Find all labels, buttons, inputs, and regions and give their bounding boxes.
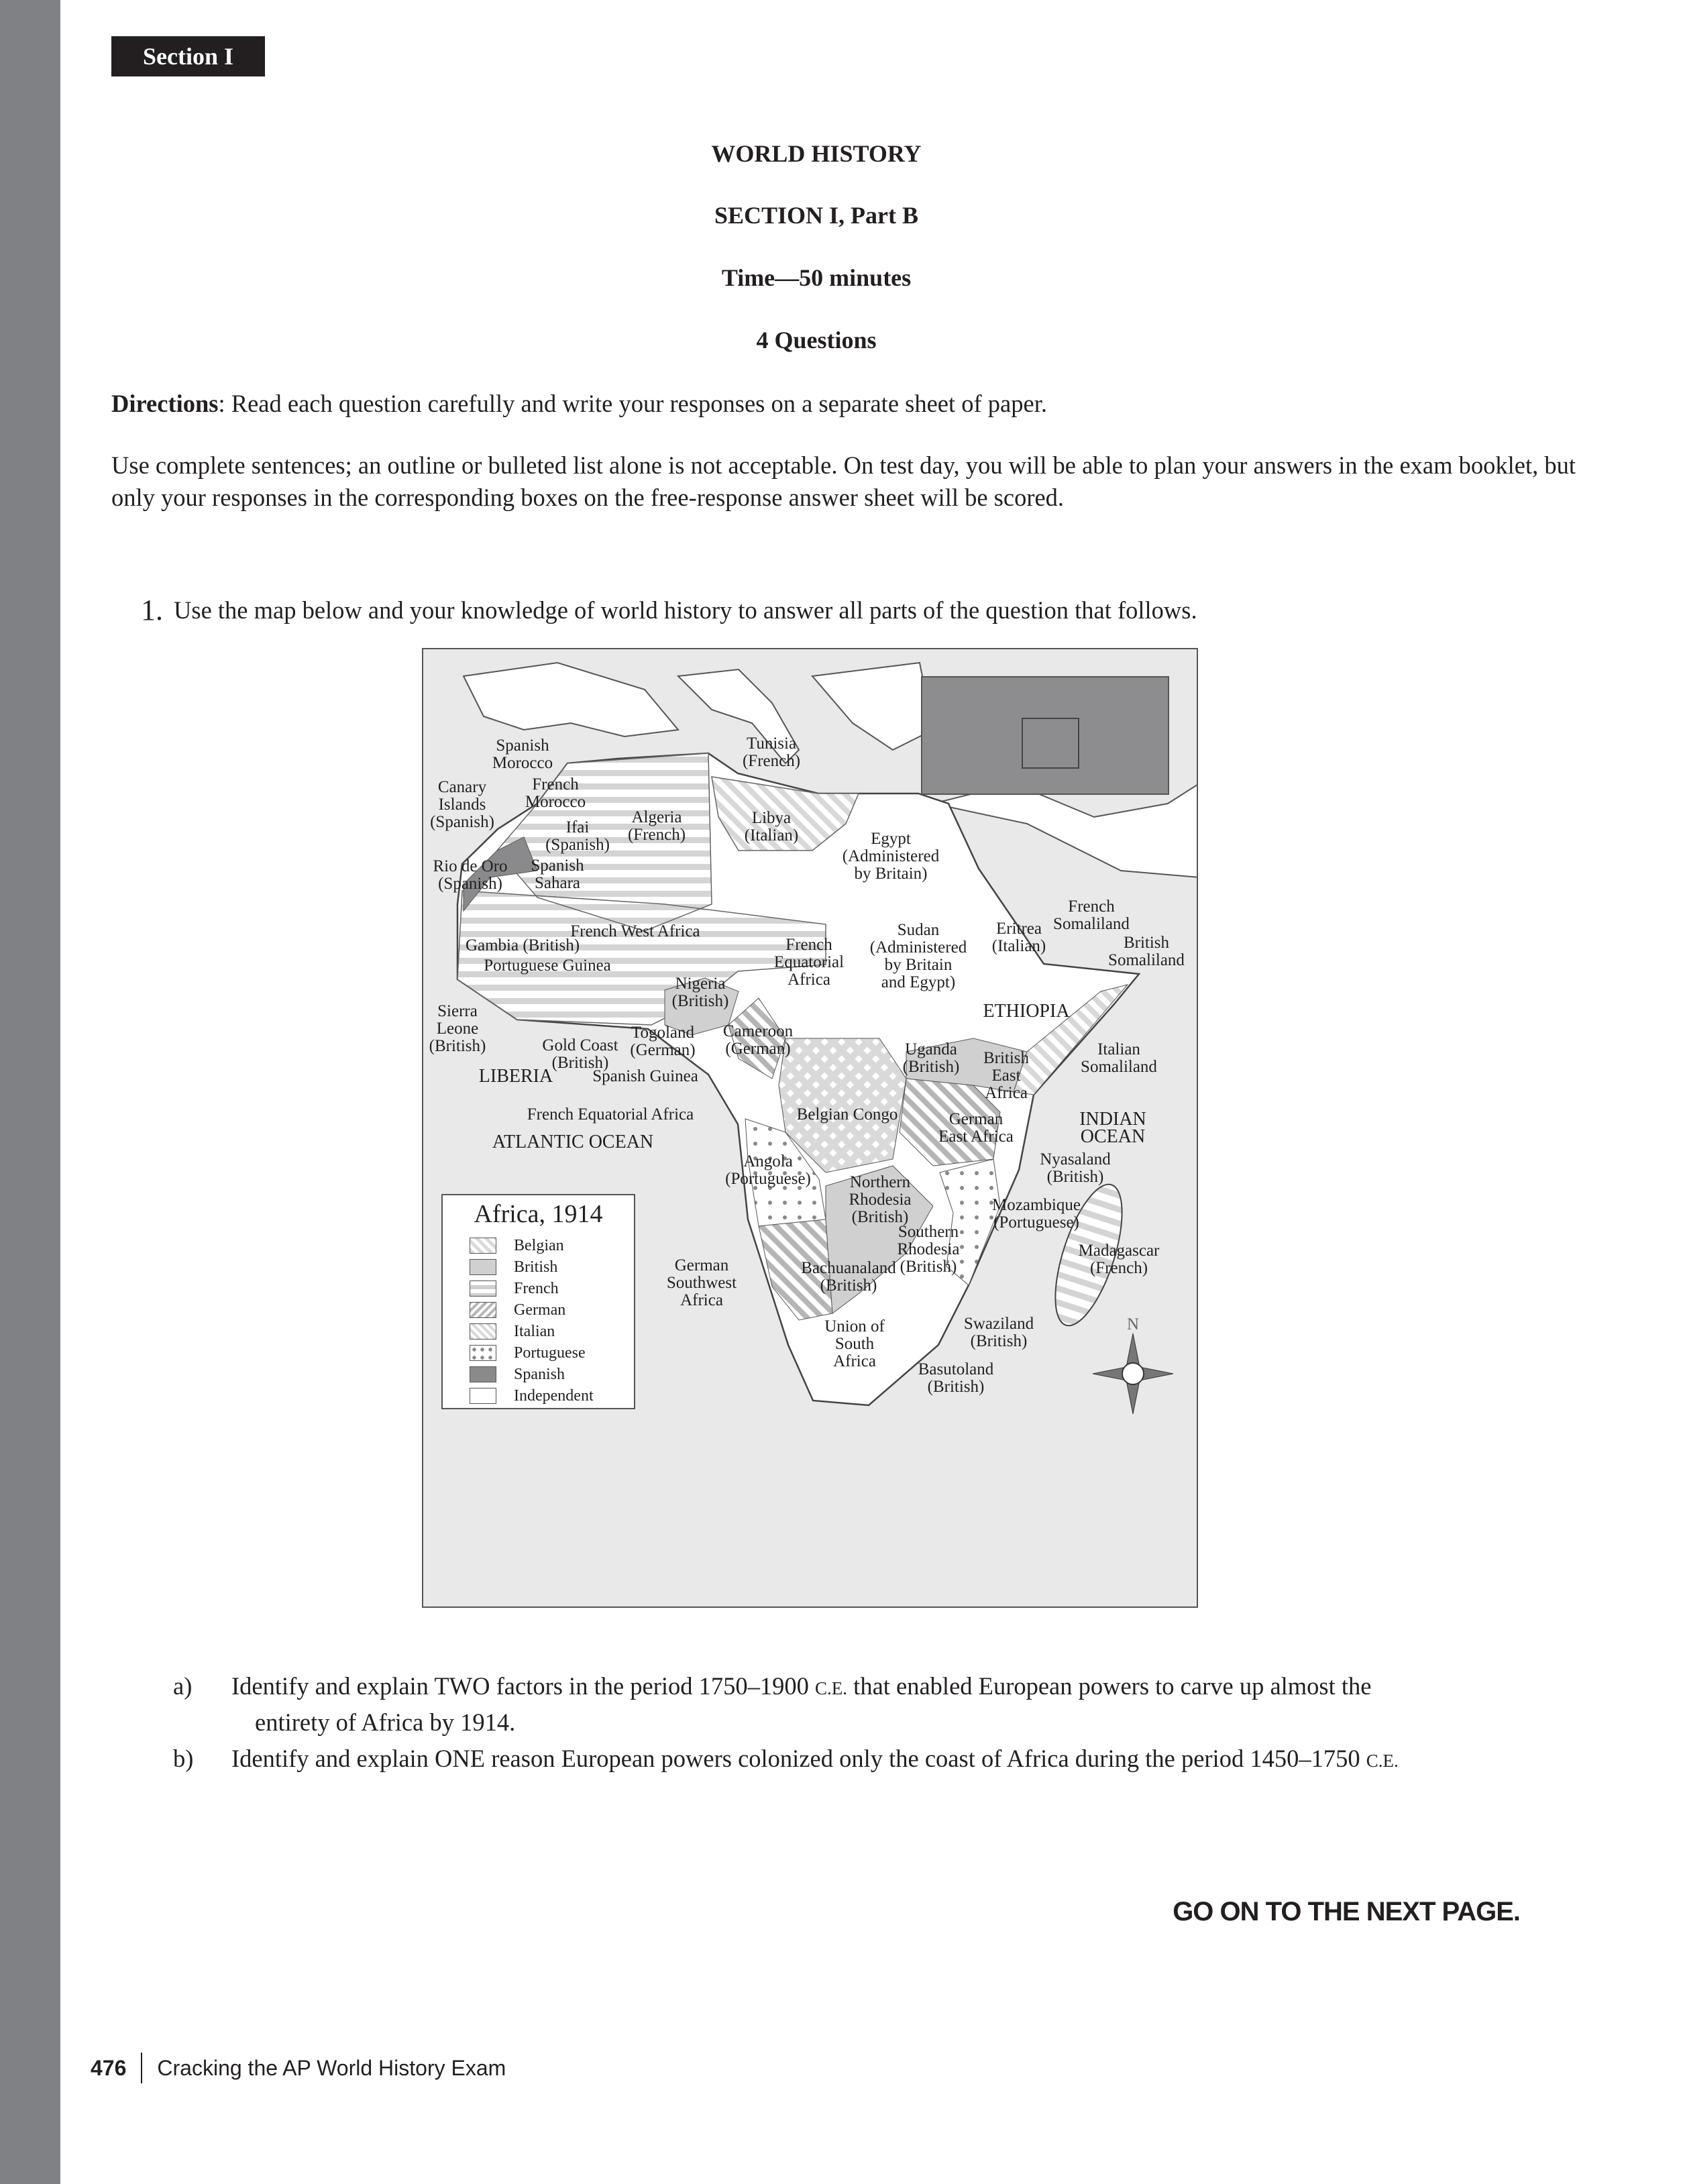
- map-label: Angola (Portuguese): [725, 1152, 811, 1188]
- map-label: British East Africa: [983, 1049, 1030, 1102]
- question-count: 4 Questions: [756, 327, 877, 353]
- compass-rose-icon: [1093, 1333, 1173, 1414]
- map-label: Canary Islands (Spanish): [430, 778, 494, 831]
- map-label: Ifai (Spanish): [545, 818, 610, 854]
- map-label: German Southwest Africa: [666, 1256, 737, 1309]
- map-label: Eritrea (Italian): [991, 920, 1046, 955]
- map-label: French West Africa: [570, 922, 700, 940]
- directions: [111, 388, 1607, 420]
- book-title: Cracking the AP World History Exam: [157, 2055, 506, 2080]
- legend-item-italian: Italian: [470, 1321, 555, 1342]
- directions-text: : Read each question carefully and write your responses on a separate sheet of paper.: [218, 390, 1047, 417]
- map-label: Bachuanaland (British): [801, 1259, 896, 1295]
- map-label: Northern Rhodesia (British): [849, 1173, 912, 1226]
- map-label: French Morocco: [525, 775, 586, 811]
- part-b-text: Identify and explain ONE reason European powers colonized only the coast of Africa during the period 1450–1750 C.E.: [231, 1745, 1399, 1772]
- map-label: Mozambique (Portuguese): [992, 1196, 1081, 1232]
- map-label: Gold Coast (British): [542, 1036, 618, 1072]
- map-label: Algeria (French): [627, 808, 686, 844]
- part-a-text: Identify and explain TWO factors in the period 1750–1900 C.E. that enabled European powers to carve up almost the: [231, 1672, 1372, 1700]
- map-label: Gambia (British): [465, 936, 580, 954]
- part-b-label: b): [173, 1745, 194, 1772]
- map-label: Spanish Sahara: [531, 857, 584, 892]
- map-label: Spanish Morocco: [492, 736, 553, 772]
- map-label: Southern Rhodesia (British): [897, 1223, 960, 1276]
- page-footer: [91, 2053, 506, 2083]
- map-label: Belgian Congo: [796, 1105, 898, 1124]
- map-label: Rio de Oro (Spanish): [433, 857, 508, 893]
- world-locator-inset: [921, 676, 1169, 795]
- legend-item-german: German: [470, 1300, 565, 1320]
- map-label: Swaziland (British): [963, 1315, 1034, 1350]
- map-label: Nyasaland (British): [1040, 1150, 1111, 1186]
- question-prompt: Use the map below and your knowledge of world history to answer all parts of the question that follows.: [174, 596, 1197, 624]
- map-label: German East Africa: [938, 1110, 1014, 1146]
- map-label: Sudan (Administered by Britain and Egypt): [869, 921, 967, 991]
- map-label: Tunisia (French): [742, 734, 801, 770]
- question-number: 1.: [141, 594, 163, 626]
- map-label: Madagascar (French): [1078, 1242, 1160, 1277]
- map-label: Sierra Leone (British): [429, 1002, 486, 1055]
- legend-item-independent: Independent: [470, 1386, 594, 1406]
- legend-item-spanish: Spanish: [470, 1364, 565, 1384]
- map-label: Uganda (British): [902, 1040, 960, 1076]
- part-a-label: a): [173, 1672, 193, 1700]
- section-title: SECTION I, Part B: [714, 202, 919, 229]
- legend-item-french: French: [470, 1278, 559, 1299]
- map-label: Portuguese Guinea: [484, 957, 611, 975]
- map-label: LIBERIA: [478, 1066, 553, 1087]
- map-label: Basutoland (British): [918, 1360, 994, 1396]
- map-label: Spanish Guinea: [592, 1067, 698, 1085]
- legend-item-british: British: [470, 1257, 557, 1277]
- page-number: 476: [91, 2055, 127, 2080]
- map-label: Togoland (German): [630, 1024, 696, 1059]
- compass-north-label: N: [1126, 1315, 1140, 1333]
- legend-item-portuguese: Portuguese: [470, 1343, 586, 1363]
- map-label: Italian Somaliland: [1081, 1040, 1157, 1076]
- map-label: British Somaliland: [1108, 934, 1185, 969]
- africa-1914-map: [422, 648, 1198, 1608]
- map-label: French Equatorial Africa: [773, 936, 845, 989]
- exam-title: WORLD HISTORY: [711, 140, 922, 167]
- map-label: Union of South Africa: [824, 1317, 885, 1370]
- locator-box: [1022, 718, 1079, 769]
- map-label: ETHIOPIA: [983, 1001, 1070, 1022]
- legend-item-belgian: Belgian: [470, 1236, 564, 1256]
- map-legend: [441, 1194, 635, 1409]
- map-label: ATLANTIC OCEAN: [492, 1132, 654, 1152]
- map-label: Cameroon (German): [722, 1022, 794, 1058]
- part-a-text-continued: entirety of Africa by 1914.: [255, 1708, 516, 1736]
- go-on-next-page: GO ON TO THE NEXT PAGE.: [1173, 1897, 1520, 1926]
- map-label: Libya (Italian): [744, 809, 799, 844]
- map-label: Egypt (Administered by Britain): [842, 830, 940, 883]
- footer-divider: [141, 2053, 142, 2083]
- directions-note: Use complete sentences; an outline or bulleted list alone is not acceptable. On test day, you will be able to plan your answers in the exam booklet, but only your responses in the corresponding boxes on the free-response answer sheet will be scored.: [111, 451, 1576, 511]
- map-label: French Somaliland: [1053, 897, 1130, 933]
- time-limit: Time—50 minutes: [721, 264, 912, 291]
- map-label: INDIAN OCEAN: [1079, 1109, 1146, 1147]
- map-label: French Equatorial Africa: [527, 1105, 694, 1124]
- section-tab: Section I: [111, 36, 265, 76]
- directions-label: Directions: [111, 390, 219, 417]
- map-label: Nigeria (British): [671, 975, 729, 1010]
- legend-title: Africa, 1914: [474, 1200, 603, 1228]
